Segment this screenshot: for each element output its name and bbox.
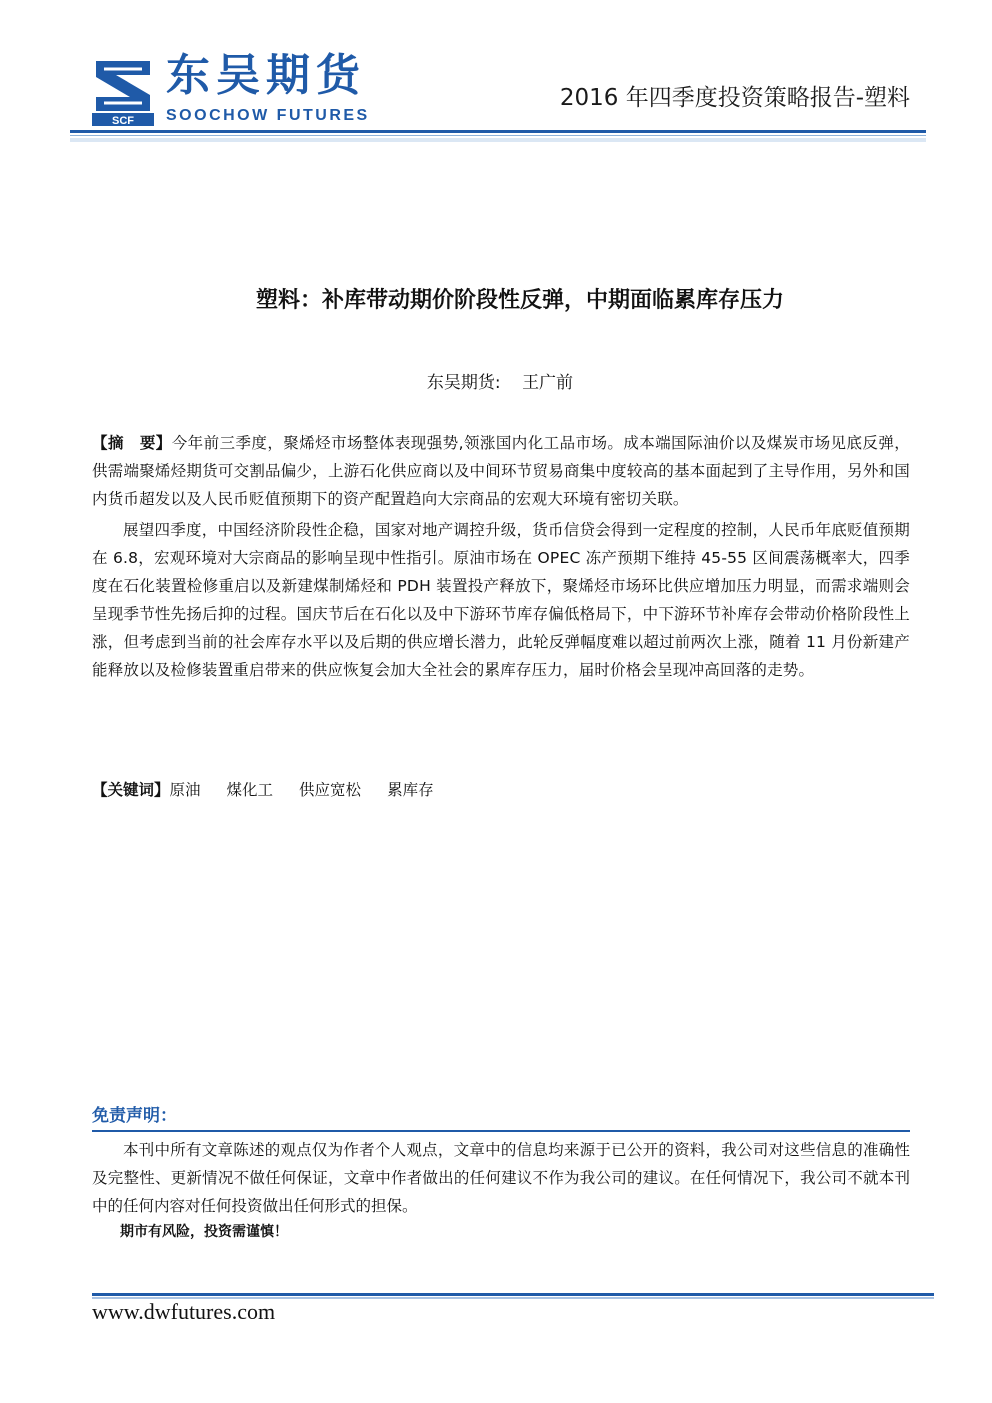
disclaimer-title: 免责声明： [92,1106,177,1126]
abstract-text-1: 今年前三季度，聚烯烃市场整体表现强势,领涨国内化工品市场。成本端国际油价以及煤炭市场见底反弹，供需端聚烯烃期货可交割品偏少，上游石化供应商以及中间环节贸易商集中度较高的基本面起到了主导作用，另外和国内货币超发以及人民币贬值预期下的资产配置趋向大宗商品的宏观大环境有密切关联。 [92,434,910,508]
keywords-label: 【关键词】 [92,781,170,799]
logo-english-name: SOOCHOW FUTURES [166,107,370,124]
risk-warning: 期市有风险，投资需谨慎！ [120,1224,288,1240]
header-divider [70,130,926,133]
company-logo-icon [88,55,158,127]
header-divider-thin [70,135,926,136]
abstract-label: 【摘 要】 [92,434,172,452]
author-org: 东吴期货: [426,373,501,393]
disclaimer-divider [92,1130,910,1132]
keyword: 煤化工 [226,781,274,799]
author-name: 王广前 [522,373,574,393]
disclaimer-text: 本刊中所有文章陈述的观点仅为作者个人观点，文章中的信息均来源于已公开的资料，我公司对这些信息的准确性及完整性、更新情况不做任何保证，文章中作者做出的任何建议不作为我公司的建议。在任何情况下，我公司不就本刊中的任何内容对任何投资做出任何形式的担保。 [92,1141,910,1215]
article-title: 塑料：补库带动期价阶段性反弹，中期面临累库存压力 [255,288,784,313]
header-shadow-strip [70,138,926,142]
abstract-paragraph-1 [92,429,910,513]
svg-text:SCF: SCF [112,115,134,127]
logo-chinese-name: 东吴期货 [166,50,366,101]
website-url: www.dwfutures.com [92,1299,276,1324]
author-line [0,371,992,395]
keyword: 原油 [169,781,201,799]
report-title: 2016 年四季度投资策略报告-塑料 [559,85,910,111]
footer-divider [92,1293,934,1296]
keyword: 累库存 [387,781,434,799]
keyword: 供应宽松 [299,781,362,799]
keywords-line [92,778,460,802]
abstract-paragraph-2: 展望四季度，中国经济阶段性企稳，国家对地产调控升级，货币信贷会得到一定程度的控制，人民币年底贬值预期在 6.8，宏观环境对大宗商品的影响呈现中性指引。原油市场在 OPEC 冻产预期下维持 45-55 区间震荡概率大，四季度在石化装置检修重启以及新建煤制烯烃和 PDH 装置投产释放下，聚烯烃市场环比供应增加压力明显，而需求端则会呈现季节性先扬后抑的过程。国庆节后在石化以及中下游环节库存偏低格局下，中下游环节补库存会带动价格阶段性上涨，但考虑到当前的社会库存水平以及后期的供应增长潜力，此轮反弹幅度难以超过前两次上涨，随着 11 月份新建产能释放以及检修装置重启带来的供应恢复会加大全社会的累库存压力，届时价格会呈现冲高回落的走势。 [92,521,910,679]
